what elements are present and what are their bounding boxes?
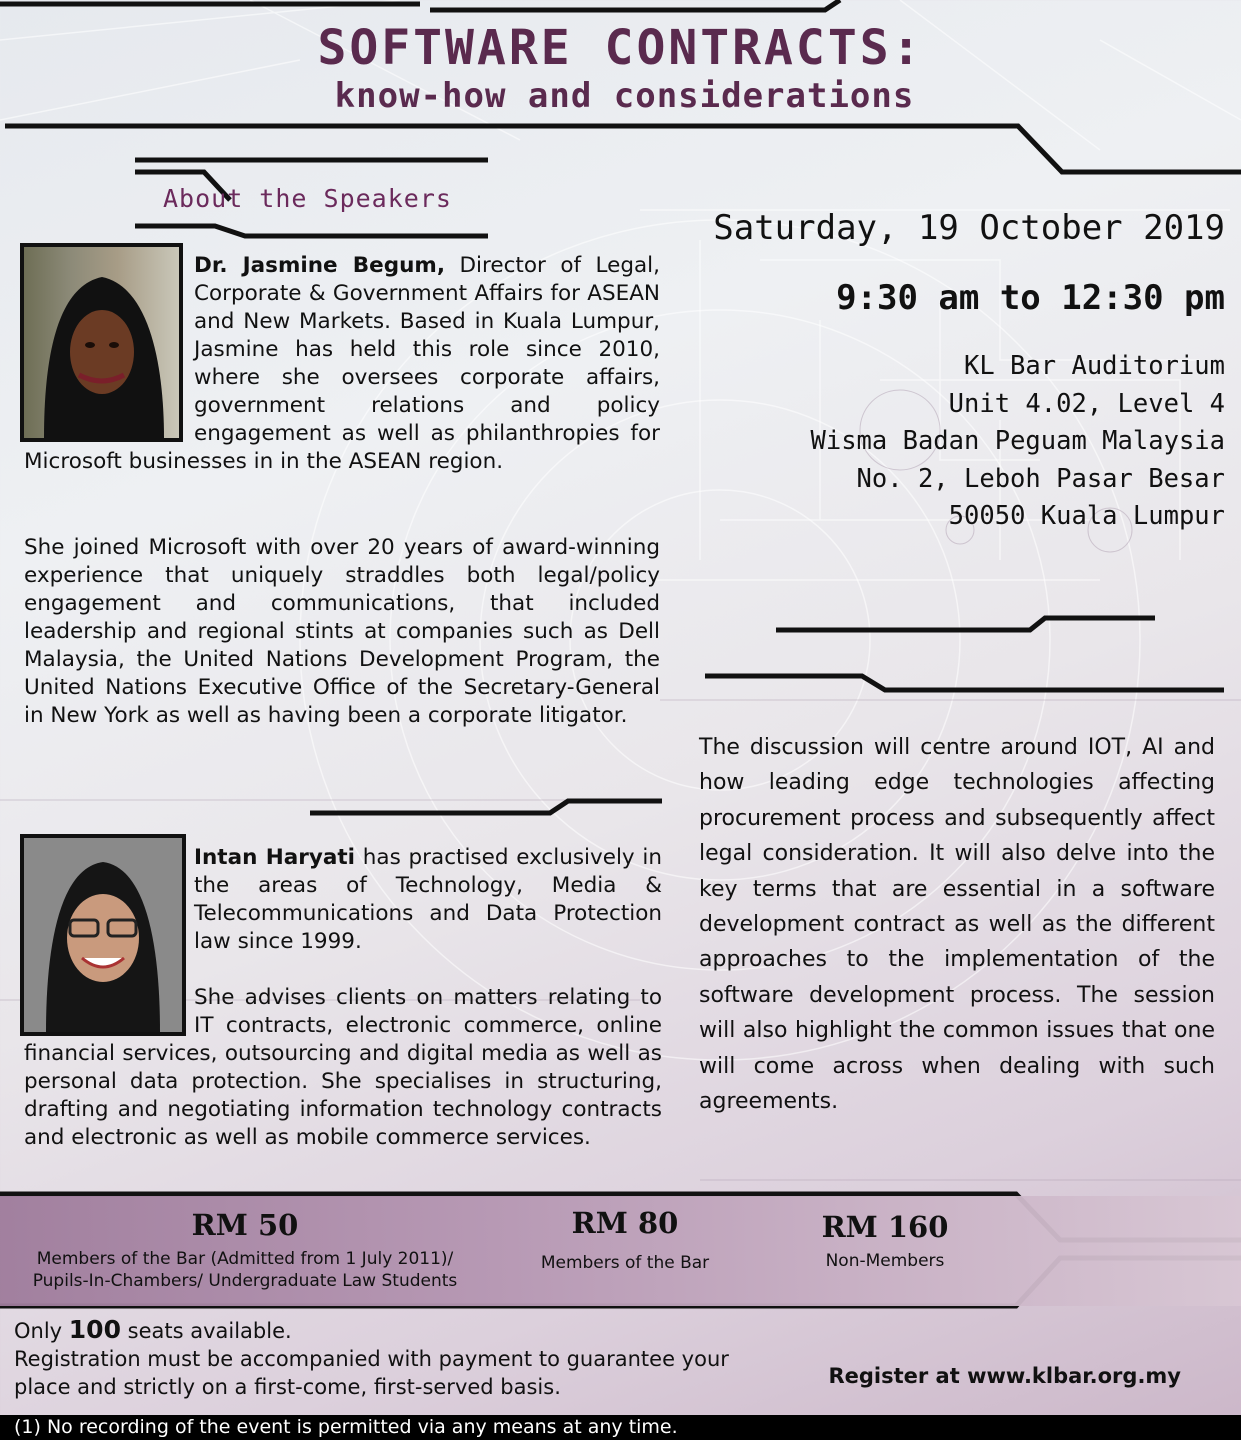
venue-line: KL Bar Auditorium: [964, 351, 1225, 381]
register-link[interactable]: Register at www.klbar.org.my: [828, 1364, 1181, 1388]
price-value: RM 160: [821, 1210, 949, 1244]
speaker2-name: Intan Haryati: [194, 845, 356, 870]
venue-line: Unit 4.02, Level 4: [948, 388, 1225, 419]
registration-note-line: Registration must be accompanied with payment to guarantee your: [14, 1347, 729, 1371]
venue-line: No. 2, Leboh Pasar Besar: [856, 463, 1225, 494]
page-subtitle: know-how and considerations: [334, 76, 915, 116]
seats-prefix: Only: [14, 1319, 69, 1343]
price-value: RM 50: [191, 1208, 299, 1242]
price-label: Non-Members: [825, 1251, 945, 1271]
price-value: RM 80: [571, 1206, 679, 1240]
footer-note-bar: [0, 1415, 1241, 1440]
seats-suffix: seats available.: [120, 1319, 292, 1343]
speaker1-name: Dr. Jasmine Begum,: [194, 253, 446, 278]
price-tier-3: [770, 1210, 1000, 1272]
registration-note-line: place and strictly on a first-come, first-served basis.: [14, 1375, 561, 1399]
price-tier-2: [500, 1206, 750, 1274]
speakers-heading: About the Speakers: [163, 184, 452, 213]
speaker1-bio-para2: She joined Microsoft with over 20 years of award-winning experience that uniquely straddles both legal/policy engagement and communications, that included leadership and regional stints at companies such as Dell Malaysia, the United Nations Development Program, the United Nations Executive Office of the Secretary-General in New York as well as having been a corporate litigator.: [24, 535, 660, 728]
speaker2-bio-para2: She advises clients on matters relating to IT contracts, electronic commerce, online financial services, outsourcing and digital media as well as personal data protection. She specialises in structuring, drafting and negotiating information technology contracts and electronic as well as mobile commerce services.: [24, 985, 662, 1150]
speaker2-bio: [24, 844, 662, 1152]
price-label: Pupils-In-Chambers/ Undergraduate Law Students: [32, 1271, 458, 1291]
venue-line: 50050 Kuala Lumpur: [948, 501, 1225, 532]
event-venue: [810, 348, 1225, 536]
seats-notice: [14, 1316, 729, 1401]
seats-availability: [14, 1316, 729, 1345]
venue-line: Wisma Badan Peguam Malaysia: [810, 426, 1225, 457]
price-label: Members of the Bar (Admitted from 1 July 2011)/: [36, 1249, 454, 1269]
price-label: Members of the Bar: [540, 1253, 710, 1273]
event-time: 9:30 am to 12:30 pm: [836, 278, 1225, 318]
event-date: Saturday, 19 October 2019: [713, 208, 1225, 248]
event-description: The discussion will centre around IOT, AI and how leading edge technologies affecting procurement process and subsequently affect legal consideration. It will also delve into the key terms that are essential in a software development contract as well as the different approaches to the implementation of the software development process. The session will also highlight the common issues that one will come across when dealing with such agreements.: [699, 735, 1215, 1115]
seats-count: 100: [68, 1315, 121, 1344]
speaker1-intro: Director of Legal, Corporate & Government Affairs for ASEAN and New Markets. Based in Kuala Lumpur, Jasmine has held this role since 2010, where she oversees corporate affairs, government relations and policy engagement as well as philanthropies for Microsoft businesses in in the ASEAN region.: [24, 253, 660, 474]
price-tier-1: [0, 1208, 490, 1292]
page-title: SOFTWARE CONTRACTS:: [317, 20, 924, 76]
speaker1-bio: [24, 252, 660, 476]
speaker2-intro: has practised exclusively in the areas of Technology, Media & Telecommunications and Data Protection law since 1999.: [194, 845, 662, 954]
footer-note: (1) No recording of the event is permitted via any means at any time.: [14, 1416, 678, 1438]
